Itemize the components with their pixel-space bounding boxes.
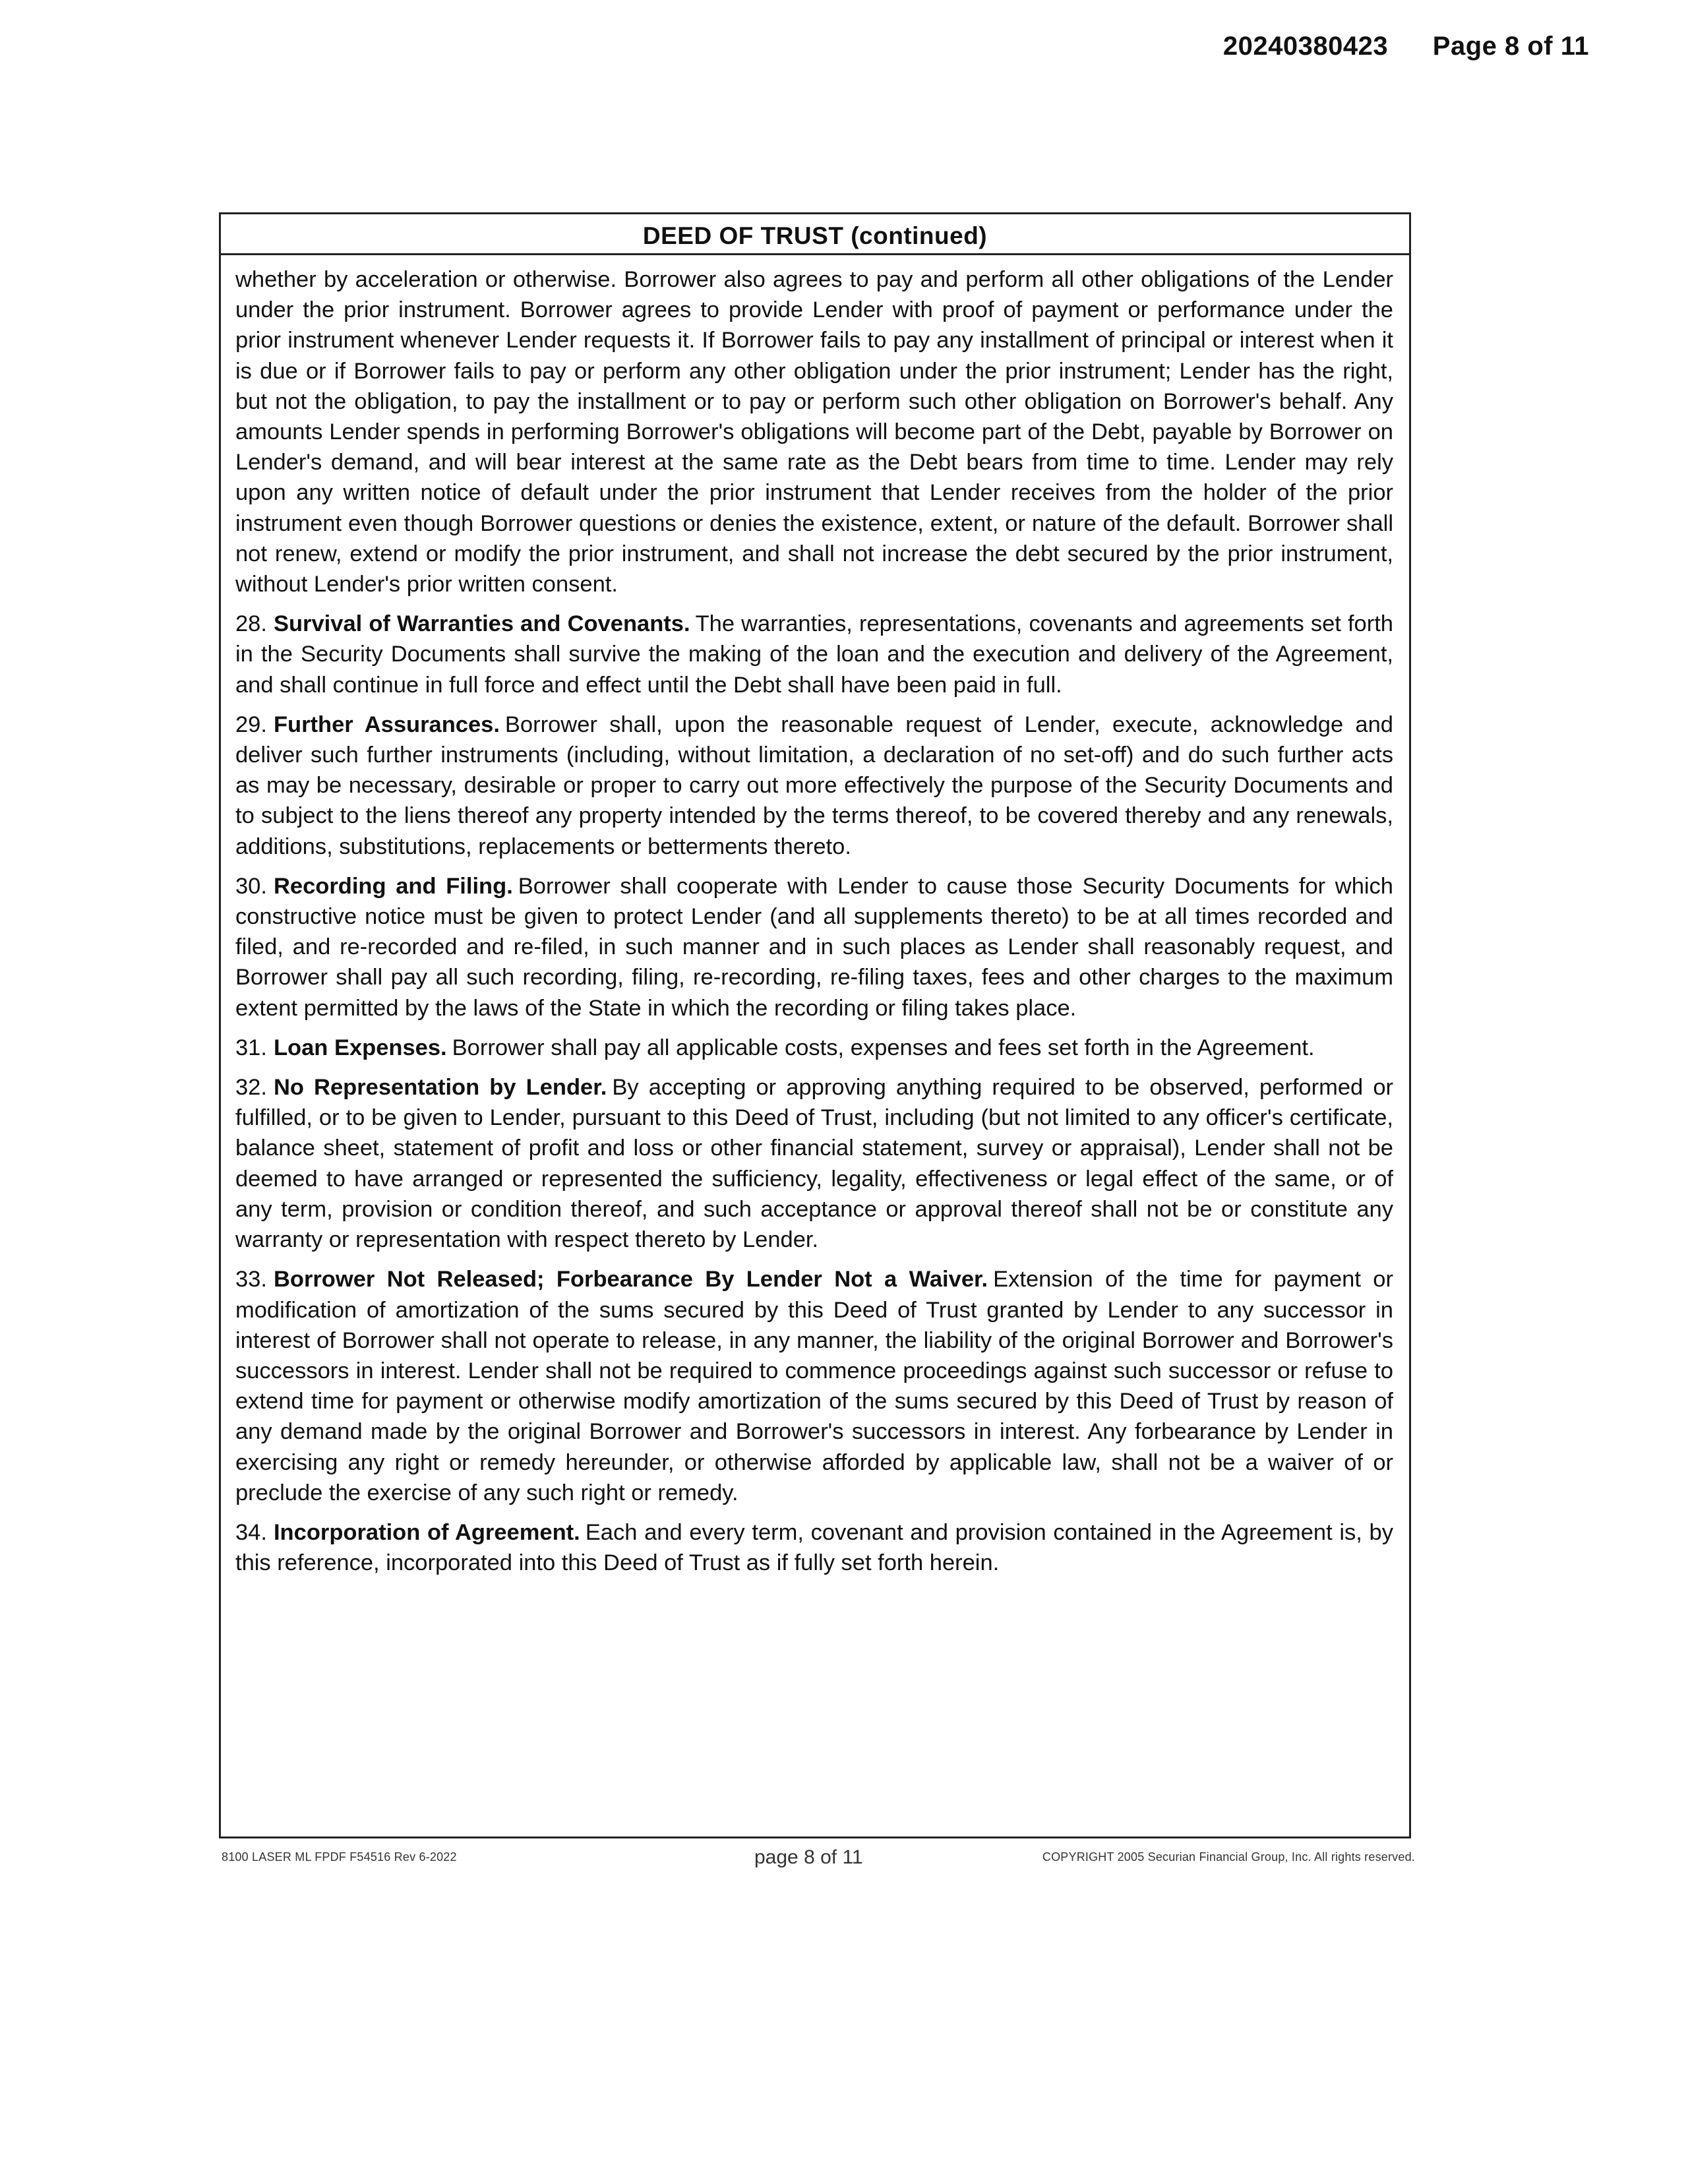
- section-heading: No Representation by Lender.: [273, 1075, 607, 1101]
- section-text: Borrower shall, upon the reasonable request of Lender, execute, acknowledge and deliver such further instruments (including, without limitation, a declaration of no set-off) and do such further acts as may be necessary, desirable or proper to carry out more effectively the purpose of the Security Documents and to subject to the liens thereof any property intended by the terms thereof, to be covered thereby and any renewals, additions, substitutions, replacements or betterments thereto.: [235, 712, 1393, 859]
- document-number: 20240380423: [1222, 32, 1389, 61]
- section-number: 29.: [235, 712, 267, 737]
- section-text: Each and every term, covenant and provision contained in the Agreement is, by this reference, incorporated into this Deed of Trust as if fully set forth herein.: [235, 1519, 1393, 1576]
- section-29: [235, 710, 1393, 862]
- section-text: Borrower shall pay all applicable costs, expenses and fees set forth in the Agreement.: [452, 1035, 1315, 1060]
- footer-page-number: page 8 of 11: [754, 1846, 863, 1868]
- page-label: Page 8 of 11: [1432, 32, 1589, 61]
- section-heading: Incorporation of Agreement.: [273, 1519, 580, 1545]
- intro-paragraph: whether by acceleration or otherwise. Borrower also agrees to pay and perform all other obligations of the Lender under the prior instrument. Borrower agrees to provide Lender with proof of payment or performance under the prior instrument whenever Lender requests it. If Borrower fails to pay any installment of principal or interest when it is due or if Borrower fails to pay or perform any other obligation under the prior instrument; Lender has the right, but not the obligation, to pay the installment or to pay or perform such other obligation on Borrower's behalf. Any amounts Lender spends in performing Borrower's obligations will become part of the Debt, payable by Borrower on Lender's demand, and will bear interest at the same rate as the Debt bears from time to time. Lender may rely upon any written notice of default under the prior instrument that Lender receives from the holder of the prior instrument even though Borrower questions or denies the existence, extent, or nature of the default. Borrower shall not renew, extend or modify the prior instrument, and shall not increase the debt secured by the prior instrument, without Lender's prior written consent.: [235, 267, 1393, 597]
- section-number: 32.: [235, 1075, 267, 1101]
- section-30: [235, 871, 1393, 1023]
- section-number: 31.: [235, 1035, 267, 1060]
- section-31: [235, 1033, 1393, 1063]
- copyright-notice: COPYRIGHT 2005 Securian Financial Group, Inc. All rights reserved.: [1042, 1850, 1415, 1864]
- section-heading: Further Assurances.: [273, 712, 500, 737]
- document-title: DEED OF TRUST (continued): [221, 214, 1409, 255]
- section-text: The warranties, representations, covenants and agreements set forth in the Security Documents shall survive the making of the loan and the execution and delivery of the Agreement, and shall continue in full force and effect until the Debt shall have been paid in full.: [235, 611, 1393, 698]
- section-28: [235, 609, 1393, 700]
- page-footer: [222, 1846, 1415, 1873]
- section-heading: Recording and Filing.: [273, 873, 513, 899]
- section-heading: Survival of Warranties and Covenants.: [273, 611, 690, 637]
- section-heading: Loan Expenses.: [273, 1035, 447, 1060]
- section-text: Extension of the time for payment or modification of amortization of the sums secured by this Deed of Trust granted by Lender to any successor in interest of Borrower shall not operate to release, in any manner, the liability of the original Borrower and Borrower's successors in interest. Lender shall not be required to commence proceedings against such successor or refuse to extend time for payment or otherwise modify amortization of the sums secured by this Deed of Trust by reason of any demand made by the original Borrower and Borrower's successors in interest. Any forbearance by Lender in exercising any right or remedy hereunder, or otherwise afforded by applicable law, shall not be a waiver of or preclude the exercise of any such right or remedy.: [235, 1267, 1393, 1505]
- section-text: By accepting or approving anything required to be observed, performed or fulfilled, or to be given to Lender, pursuant to this Deed of Trust, including (but not limited to any officer's certificate, balance sheet, statement of profit and loss or other financial statement, survey or appraisal), Lender shall not be deemed to have arranged or represented the sufficiency, legality, effectiveness or legal effect of the same, or of any term, provision or condition thereof, and such acceptance or approval thereof shall not be or constitute any warranty or representation with respect thereto by Lender.: [235, 1075, 1393, 1253]
- section-33: [235, 1264, 1393, 1508]
- section-number: 33.: [235, 1267, 267, 1292]
- document-body: [221, 255, 1409, 1578]
- recording-header: [1223, 32, 1589, 61]
- section-number: 34.: [235, 1519, 267, 1545]
- form-id: 8100 LASER ML FPDF F54516 Rev 6-2022: [222, 1850, 457, 1864]
- section-number: 28.: [235, 611, 267, 637]
- section-text: Borrower shall cooperate with Lender to cause those Security Documents for which constructive notice must be given to protect Lender (and all supplements thereto) to be at all times recorded and filed, and re-recorded and re-filed, in such manner and in such places as Lender shall reasonably request, and Borrower shall pay all such recording, filing, re-recording, re-filing taxes, fees and other charges to the maximum extent permitted by the laws of the State in which the recording or filing takes place.: [235, 873, 1393, 1021]
- section-32: [235, 1072, 1393, 1255]
- section-number: 30.: [235, 873, 267, 899]
- section-heading: Borrower Not Released; Forbearance By Lender Not a Waiver.: [273, 1267, 988, 1292]
- section-34: [235, 1517, 1393, 1578]
- document-box: [219, 212, 1411, 1838]
